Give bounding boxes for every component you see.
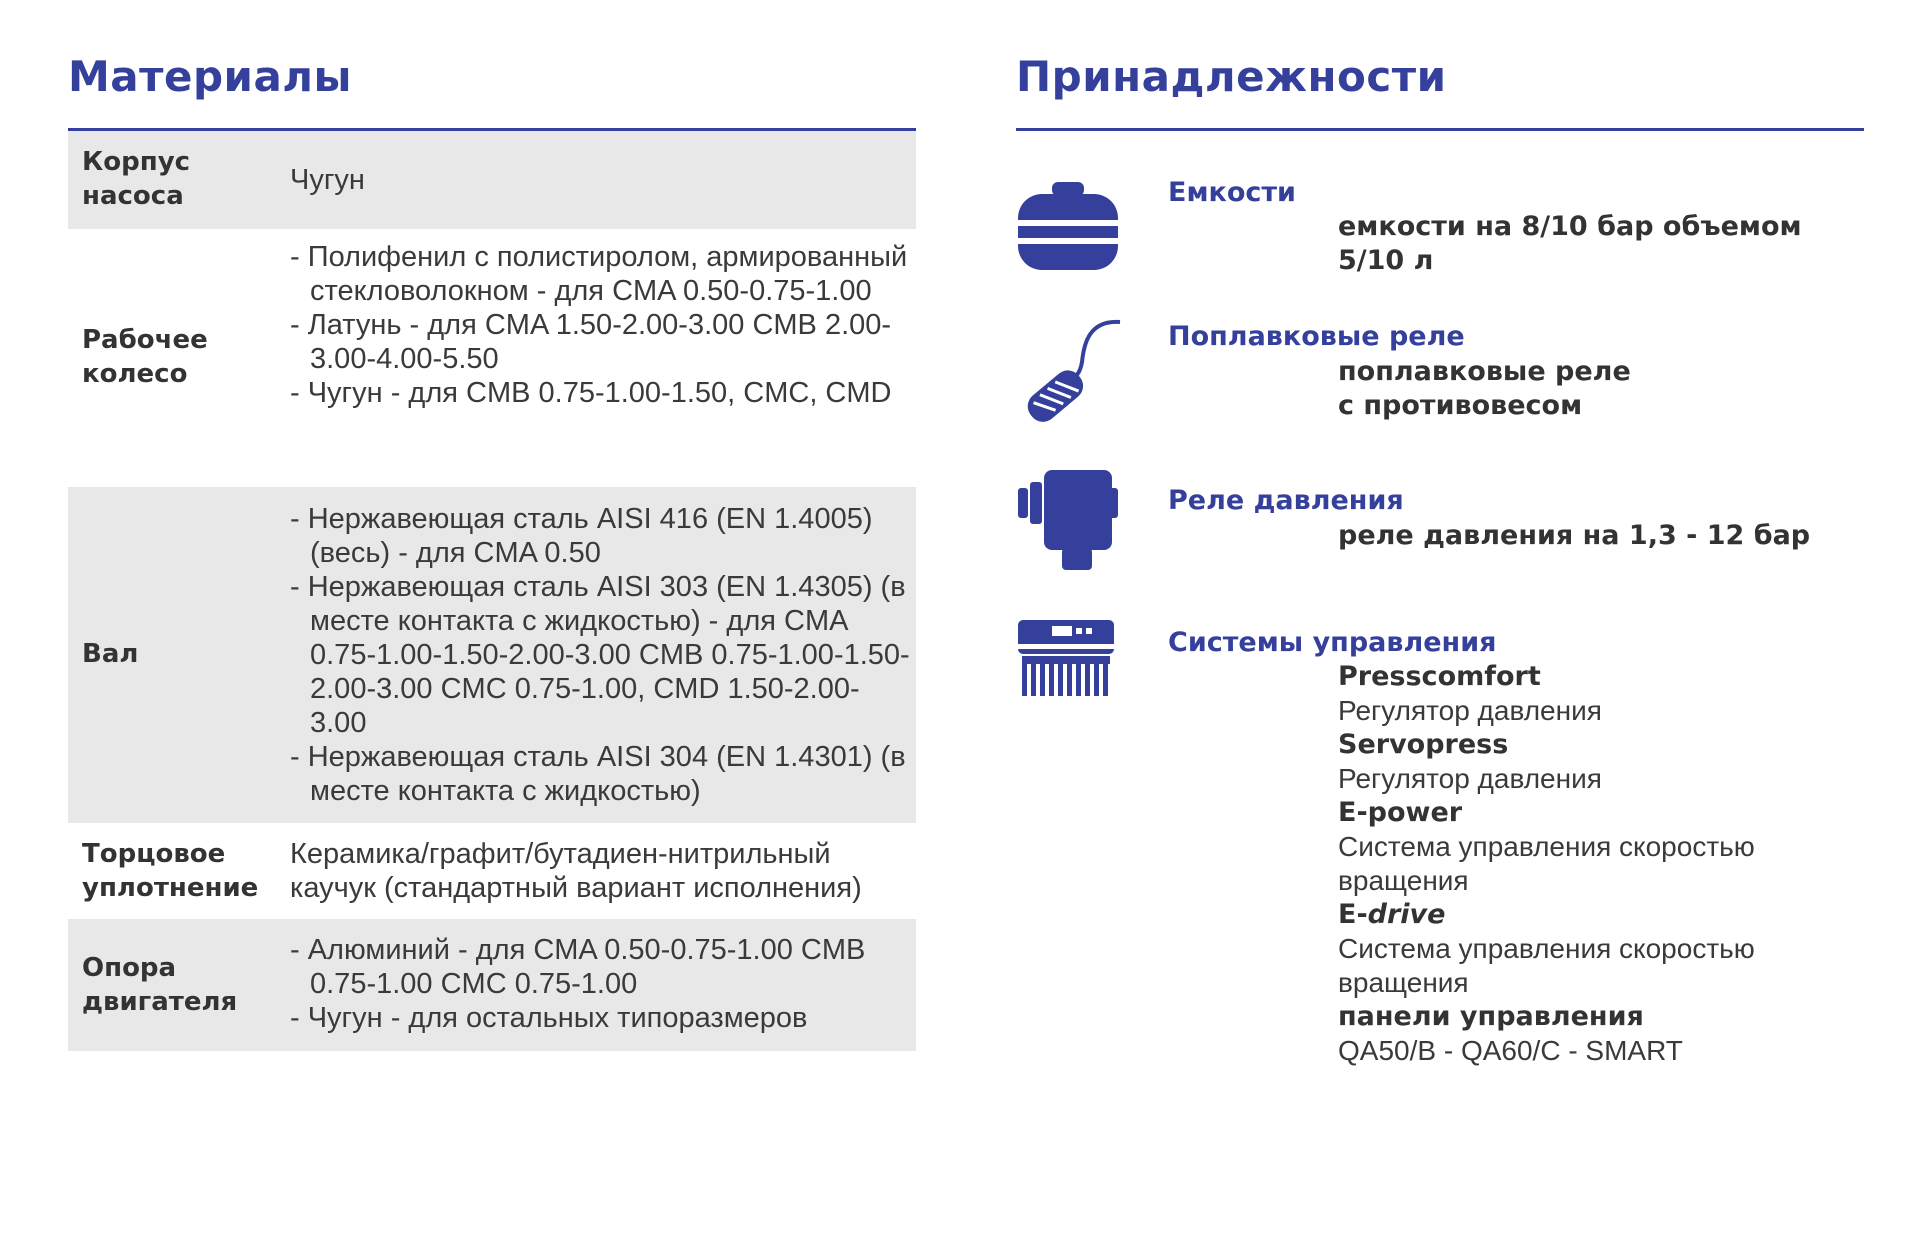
table-row	[68, 131, 916, 229]
control-item-desc: Система управления скоростью вращения	[1338, 933, 1755, 998]
list-item: - Чугун - для CMB 0.75-1.00-1.50, CMC, CMD	[290, 376, 916, 410]
tanks-title: Емкости	[1168, 177, 1296, 208]
row-label: Корпус насоса	[82, 147, 191, 211]
accessories-divider	[1016, 128, 1864, 131]
control-item-desc: Система управления скоростью вращения	[1338, 831, 1755, 896]
list-item: - Латунь - для CMA 1.50-2.00-3.00 CMB 2.00-3.00-4.00-5.50	[290, 308, 916, 376]
control-item-desc: Регулятор давления	[1338, 695, 1602, 726]
control-item-desc: QA50/B - QA60/C - SMART	[1338, 1035, 1683, 1066]
row-value	[290, 240, 916, 410]
table-row	[68, 919, 916, 1051]
control-systems-list	[1338, 660, 1858, 1068]
pressure-title: Реле давления	[1168, 485, 1404, 516]
materials-title: Материалы	[68, 52, 353, 101]
table-row	[68, 229, 916, 487]
list-item: - Нержавеющая сталь AISI 303 (EN 1.4305) (в месте контакта с жидкостью) - для CMA 0.75-1.00-1.50-2.00-3.00 CMB 0.75-1.00-1.50-2.00-3.00 CMC 0.75-1.00, CMD 1.50-2.00-3.00	[290, 570, 916, 740]
tank-icon	[1016, 180, 1120, 277]
pressure-desc: реле давления на 1,3 - 12 бар	[1338, 520, 1811, 551]
control-unit-icon	[1016, 618, 1116, 703]
row-value: Керамика/графит/бутадиен-нитрильный каучук (стандартный вариант исполнения)	[290, 838, 862, 904]
list-item: - Алюминий - для CMA 0.50-0.75-1.00 CMB 0.75-1.00 CMC 0.75-1.00	[290, 933, 916, 1001]
pressure-switch-icon	[1016, 468, 1120, 577]
float-desc: поплавковые реле с противовесом	[1338, 356, 1631, 421]
row-value	[290, 933, 916, 1035]
control-title: Системы управления	[1168, 627, 1497, 658]
row-value	[290, 502, 916, 808]
accessories-title: Принадлежности	[1016, 52, 1447, 101]
row-label: Торцовое уплотнение	[82, 839, 259, 903]
float-switch-icon	[1016, 318, 1126, 427]
table-row	[68, 487, 916, 823]
row-label: Вал	[82, 639, 139, 669]
row-value: Чугун	[290, 164, 365, 196]
control-item-name: панели управления	[1338, 1001, 1644, 1032]
list-item: - Полифенил с полистиролом, армированный стекловолокном - для CMA 0.50-0.75-1.00	[290, 240, 916, 308]
control-item-name: Presscomfort	[1338, 661, 1541, 692]
list-item: - Нержавеющая сталь AISI 304 (EN 1.4301) (в месте контакта с жидкостью)	[290, 740, 916, 808]
row-label: Рабочее колесо	[82, 325, 208, 389]
control-item-desc: Регулятор давления	[1338, 763, 1602, 794]
control-item-name: Servopress	[1338, 729, 1509, 760]
control-item-name	[1338, 898, 1858, 932]
control-item-name: E-power	[1338, 797, 1463, 828]
list-item: - Чугун - для остальных типоразмеров	[290, 1001, 916, 1035]
control-item-name-prefix: E-	[1338, 899, 1368, 930]
control-item-name-italic: drive	[1367, 899, 1446, 930]
row-label: Опора двигателя	[82, 953, 238, 1017]
table-row	[68, 823, 916, 919]
float-title: Поплавковые реле	[1168, 321, 1465, 352]
list-item: - Нержавеющая сталь AISI 416 (EN 1.4005) (весь) - для CMA 0.50	[290, 502, 916, 570]
tanks-desc: емкости на 8/10 бар объемом 5/10 л	[1338, 211, 1802, 276]
